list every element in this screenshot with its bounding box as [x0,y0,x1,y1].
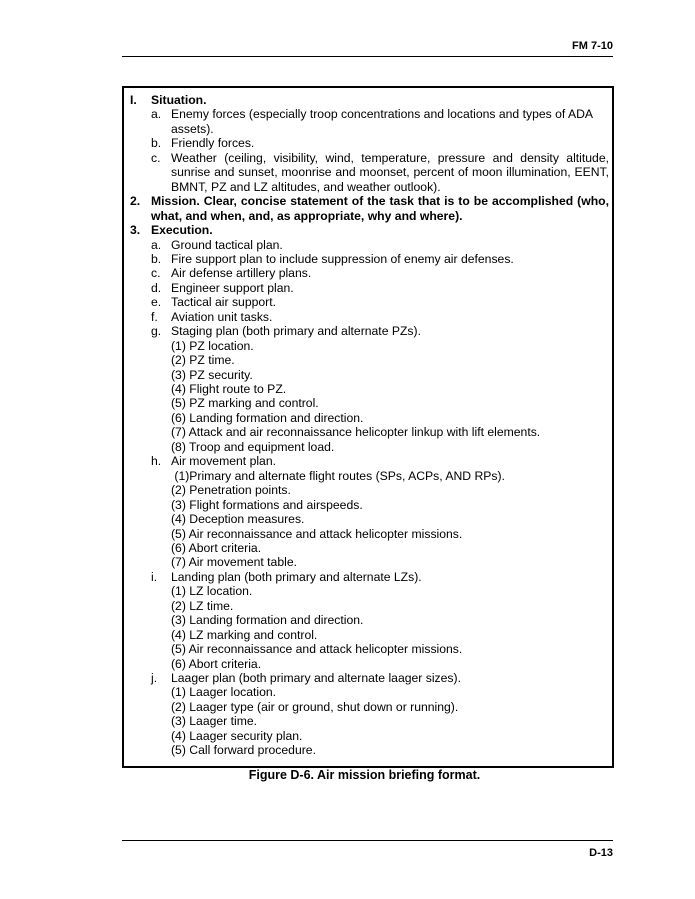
sub-item-text: (8) Troop and equipment load. [171,439,335,454]
figure-caption-text: Figure D-6. Air mission briefing format. [248,768,481,782]
item-text: Air movement plan. [171,454,276,469]
sub-item-text: (4) Laager security plan. [171,728,303,743]
sub-item-text: (4) Deception measures. [171,512,305,527]
sub-item-text: (7) Attack and air reconnaissance helicopter linkup with lift elements. [171,425,541,440]
item-text: Friendly forces. [171,136,255,151]
section-number: 3. [130,223,141,238]
sub-item-text: (6) Landing formation and direction. [171,410,364,425]
item-text: Engineer support plan. [171,280,294,295]
sub-item-text: (2) PZ time. [171,353,235,368]
footer-rule [122,840,613,841]
item-marker: j. [151,671,158,685]
figure-caption [0,768,695,782]
item-text: Ground tactical plan. [171,237,283,252]
item-text: Enemy forces (especially troop concentrations and locations and types of ADA [171,107,594,122]
sub-item-text: (5) Air reconnaissance and attack helicopter missions. [171,642,463,657]
item-text: Landing plan (both primary and alternate LZs). [171,569,422,584]
sub-item-text: (1) PZ location. [171,338,254,353]
sub-item-text: (2) Penetration points. [171,483,291,498]
sub-item-text: (4) LZ marking and control. [171,627,318,642]
section-title: Situation. [151,93,207,107]
sub-item-text: (6) Abort criteria. [171,656,262,671]
sub-item-text: (1) Laager location. [171,685,277,700]
sub-item-text: (5) Air reconnaissance and attack helicopter missions. [171,526,463,541]
item-marker: b. [151,136,162,151]
item-text: Staging plan (both primary and alternate PZs). [171,324,421,339]
header-rule [122,56,613,57]
item-marker: a. [151,107,162,122]
item-marker: i. [151,569,158,584]
sub-item-text: (1)Primary and alternate flight routes (SPs, ACPs, AND RPs). [171,468,505,483]
item-text: Laager plan (both primary and alternate laager sizes). [171,671,461,685]
item-marker: c. [151,266,161,281]
item-marker: b. [151,251,162,266]
item-marker: d. [151,280,162,295]
sub-item-text: (2) LZ time. [171,598,234,613]
section-title: Execution. [151,223,213,238]
sub-item-text: (5) PZ marking and control. [171,396,319,411]
figure-frame [122,86,614,768]
page-header-label: FM 7-10 [572,40,613,52]
item-marker: f. [151,309,158,324]
page-number: D-13 [589,847,613,859]
section-number: 2. [130,194,141,209]
sub-item-text: (3) Landing formation and direction. [171,613,364,628]
item-marker: c. [151,150,161,165]
sub-item-text: (2) Laager type (air or ground, shut down or running). [171,699,459,714]
item-marker: g. [151,324,162,339]
item-text: Aviation unit tasks. [171,309,273,324]
item-text: Tactical air support. [171,295,276,310]
sub-item-text: (7) Air movement table. [171,555,297,570]
item-marker: e. [151,295,162,310]
section-number: I. [130,93,137,107]
sub-item-text: (3) Flight formations and airspeeds. [171,497,363,512]
sub-item-text: (4) Flight route to PZ. [171,382,287,396]
item-text: assets). [171,121,214,136]
item-text: Air defense artillery plans. [171,266,312,281]
sub-item-text: (6) Abort criteria. [171,540,262,555]
sub-item-text: (3) Laager time. [171,714,258,729]
item-marker: h. [151,454,162,469]
weather-paragraph: Weather (ceiling, visibility, wind, temperature, pressure and density altitude, sunrise and sunset, moonrise and moonset, percent of moon illumination, EENT, BMNT, PZ and LZ altitudes, and weather outlook). [171,150,609,194]
mission-statement: Mission. Clear, concise statement of the task that is to be accomplished (who, what, and when, and, as appropriate, why and where). [151,194,609,223]
sub-item-text: (1) LZ location. [171,584,253,599]
sub-item-text: (3) PZ security. [171,367,253,382]
item-text: Fire support plan to include suppression of enemy air defenses. [171,251,514,266]
sub-item-text: (5) Call forward procedure. [171,743,316,758]
item-marker: a. [151,237,162,252]
